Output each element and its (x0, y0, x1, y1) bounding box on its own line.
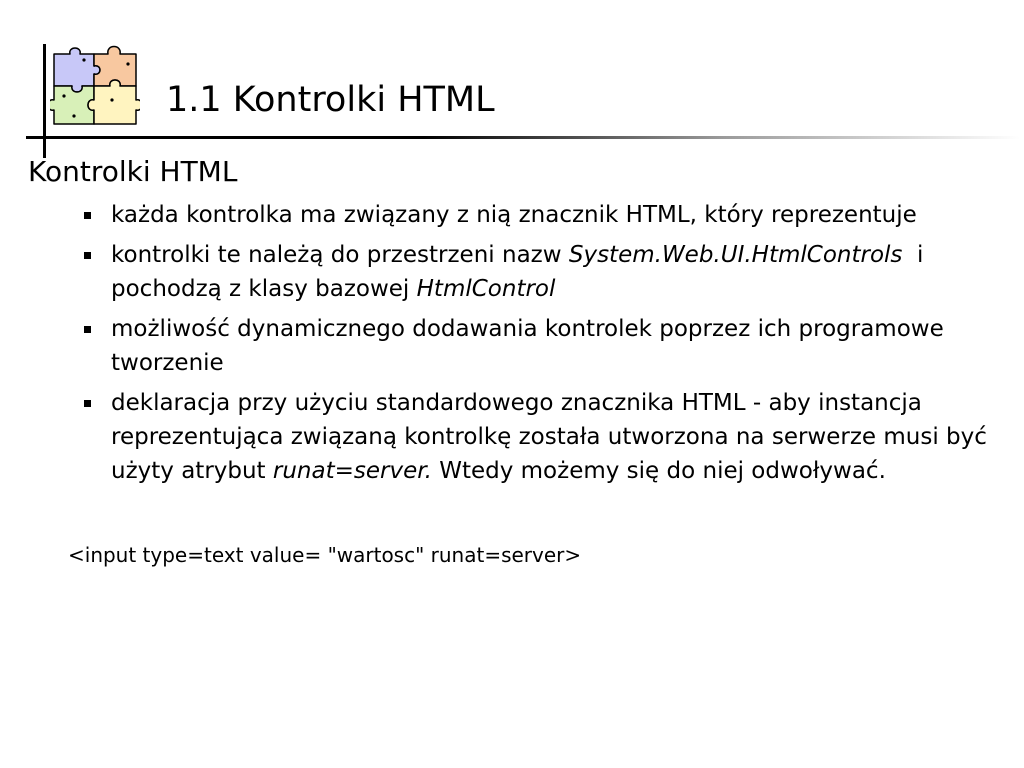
bullet-text: Wtedy możemy się do niej odwoływać. (431, 458, 886, 484)
bullet-text: deklaracja przy użyciu standardowego znacznika HTML - aby instancja reprezentująca związaną kontrolkę została utworzona na serwerze musi być użyty atrybut (111, 390, 987, 484)
bullet-item (84, 386, 1020, 488)
namespace-name: System.Web.UI.HtmlControls (568, 242, 903, 268)
bullet-marker (84, 252, 91, 259)
attribute-name: runat=server. (272, 458, 432, 484)
bullet-item (84, 312, 1020, 380)
bullet-marker (84, 400, 91, 407)
bullet-text: możliwość dynamicznego dodawania kontrolek poprzez ich programowe tworzenie (111, 316, 944, 376)
code-example: <input type=text value= "wartosc" runat=server> (68, 543, 582, 567)
base-class-name: HtmlControl (416, 276, 556, 302)
horizontal-rule (26, 136, 1020, 139)
puzzle-pieces-icon (50, 40, 140, 136)
bullet-text: i pochodzą z klasy bazowej (111, 242, 931, 302)
vertical-rule (43, 44, 46, 158)
bullet-item (84, 198, 1020, 232)
bullet-marker (84, 326, 91, 333)
bullet-list (84, 198, 1020, 494)
bullet-text: kontrolki te należą do przestrzeni nazw (111, 242, 569, 268)
slide-title: 1.1 Kontrolki HTML (166, 80, 495, 120)
bullet-item (84, 238, 1020, 306)
bullet-marker (84, 212, 91, 219)
section-heading: Kontrolki HTML (28, 155, 238, 188)
bullet-text: każda kontrolka ma związany z nią znacznik HTML, który reprezentuje (111, 202, 917, 228)
